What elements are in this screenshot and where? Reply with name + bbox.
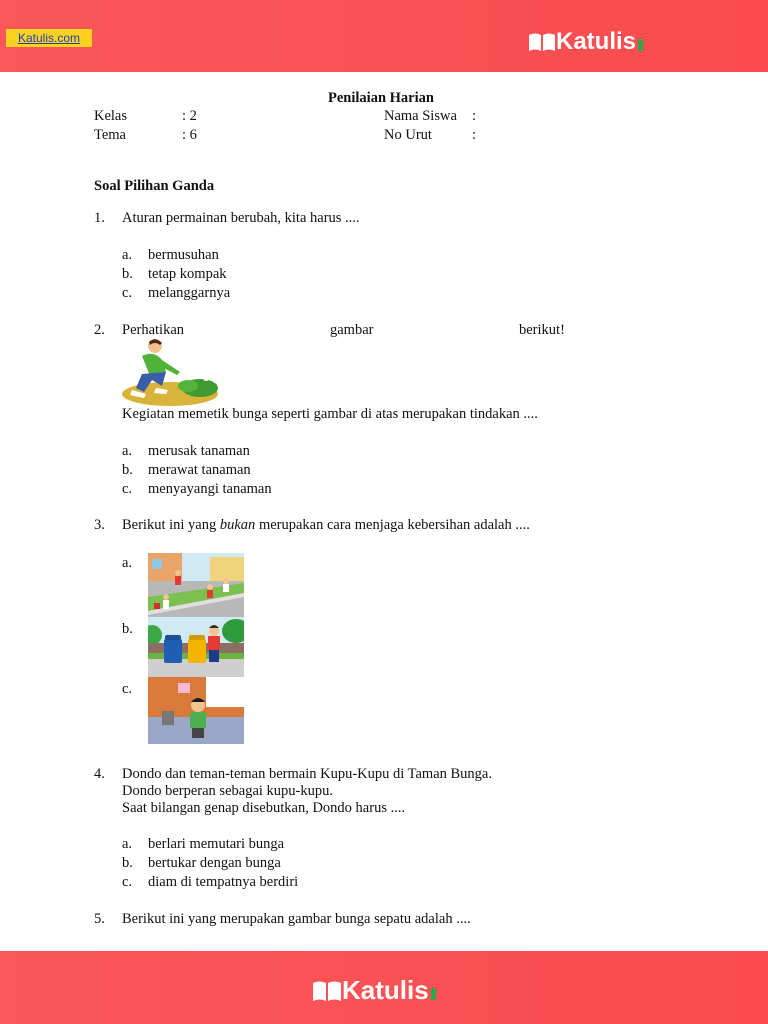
option-text: bermusuhan (148, 247, 219, 263)
question-text: gambar (330, 322, 374, 338)
question-number: 5. (94, 911, 105, 927)
question-text: Dondo dan teman-teman bermain Kupu-Kupu di Taman Bunga. (122, 766, 492, 782)
question-text-before: Berikut ini yang (122, 517, 217, 533)
brand-name: Katulis (556, 28, 637, 55)
option-letter: b. (122, 462, 133, 478)
question-text: Kegiatan memetik bunga seperti gambar di atas merupakan tindakan .... (122, 406, 538, 422)
option-text: berlari memutari bunga (148, 836, 285, 852)
option-letter: c. (122, 481, 133, 497)
question-text: Saat bilangan genap disebutkan, Dondo harus .... (122, 800, 406, 816)
littering-illustration (148, 677, 244, 744)
no-urut-label: No Urut (384, 127, 432, 143)
footer-brand-logo[interactable] (312, 975, 436, 1006)
option-letter: a. (122, 555, 133, 571)
option-letter: a. (122, 443, 133, 459)
street-sweeping-illustration (148, 553, 244, 617)
option-text: menyayangi tanaman (148, 481, 272, 497)
option-text: tetap kompak (148, 266, 227, 282)
site-link[interactable]: Katulis.com (6, 29, 92, 47)
book-icon (528, 32, 556, 52)
nama-siswa-value: : (472, 108, 477, 124)
option-text: bertukar dengan bunga (148, 855, 281, 871)
option-letter: c. (122, 874, 133, 890)
question-number: 2. (94, 322, 105, 338)
kelas-value: : 2 (182, 108, 197, 124)
brand-logo[interactable] (528, 28, 643, 56)
question-text: Berikut ini yang merupakan gambar bunga sepatu adalah .... (122, 911, 471, 927)
book-icon (312, 980, 342, 1002)
question-number: 1. (94, 210, 105, 226)
option-letter: a. (122, 836, 133, 852)
picking-flowers-illustration (122, 338, 218, 406)
header-bar (0, 0, 768, 72)
option-letter: b. (122, 621, 133, 637)
nama-siswa-label: Nama Siswa (384, 108, 457, 124)
section-title: Soal Pilihan Ganda (94, 178, 215, 194)
question-number: 4. (94, 766, 105, 782)
option-letter: b. (122, 266, 133, 282)
option-letter: c. (122, 285, 133, 301)
question-text: Dondo berperan sebagai kupu-kupu. (122, 783, 333, 799)
page-title: Penilaian Harian (328, 90, 434, 106)
question-text: Perhatikan (122, 322, 185, 338)
trash-bins-illustration (148, 617, 244, 677)
option-letter: b. (122, 855, 133, 871)
question-text-after: merupakan cara menjaga kebersihan adalah .... (258, 517, 530, 533)
question-text-emphasis: bukan (219, 517, 256, 533)
option-letter: c. (122, 681, 133, 697)
option-text: merawat tanaman (148, 462, 251, 478)
question-text: Aturan permainan berubah, kita harus .... (122, 210, 360, 226)
option-text: melanggarnya (148, 285, 231, 301)
question-text: berikut! (519, 322, 565, 338)
option-text: merusak tanaman (148, 443, 250, 459)
brand-name: Katulis (342, 975, 429, 1005)
question-number: 3. (94, 517, 105, 533)
brand-badge-icon (431, 988, 436, 1000)
tema-label: Tema (94, 127, 126, 143)
tema-value: : 6 (182, 127, 197, 143)
no-urut-value: : (472, 127, 477, 143)
option-letter: a. (122, 247, 133, 263)
question-text (122, 516, 530, 534)
option-text: diam di tempatnya berdiri (148, 874, 299, 890)
brand-badge-icon (638, 39, 643, 51)
kelas-label: Kelas (94, 108, 128, 124)
